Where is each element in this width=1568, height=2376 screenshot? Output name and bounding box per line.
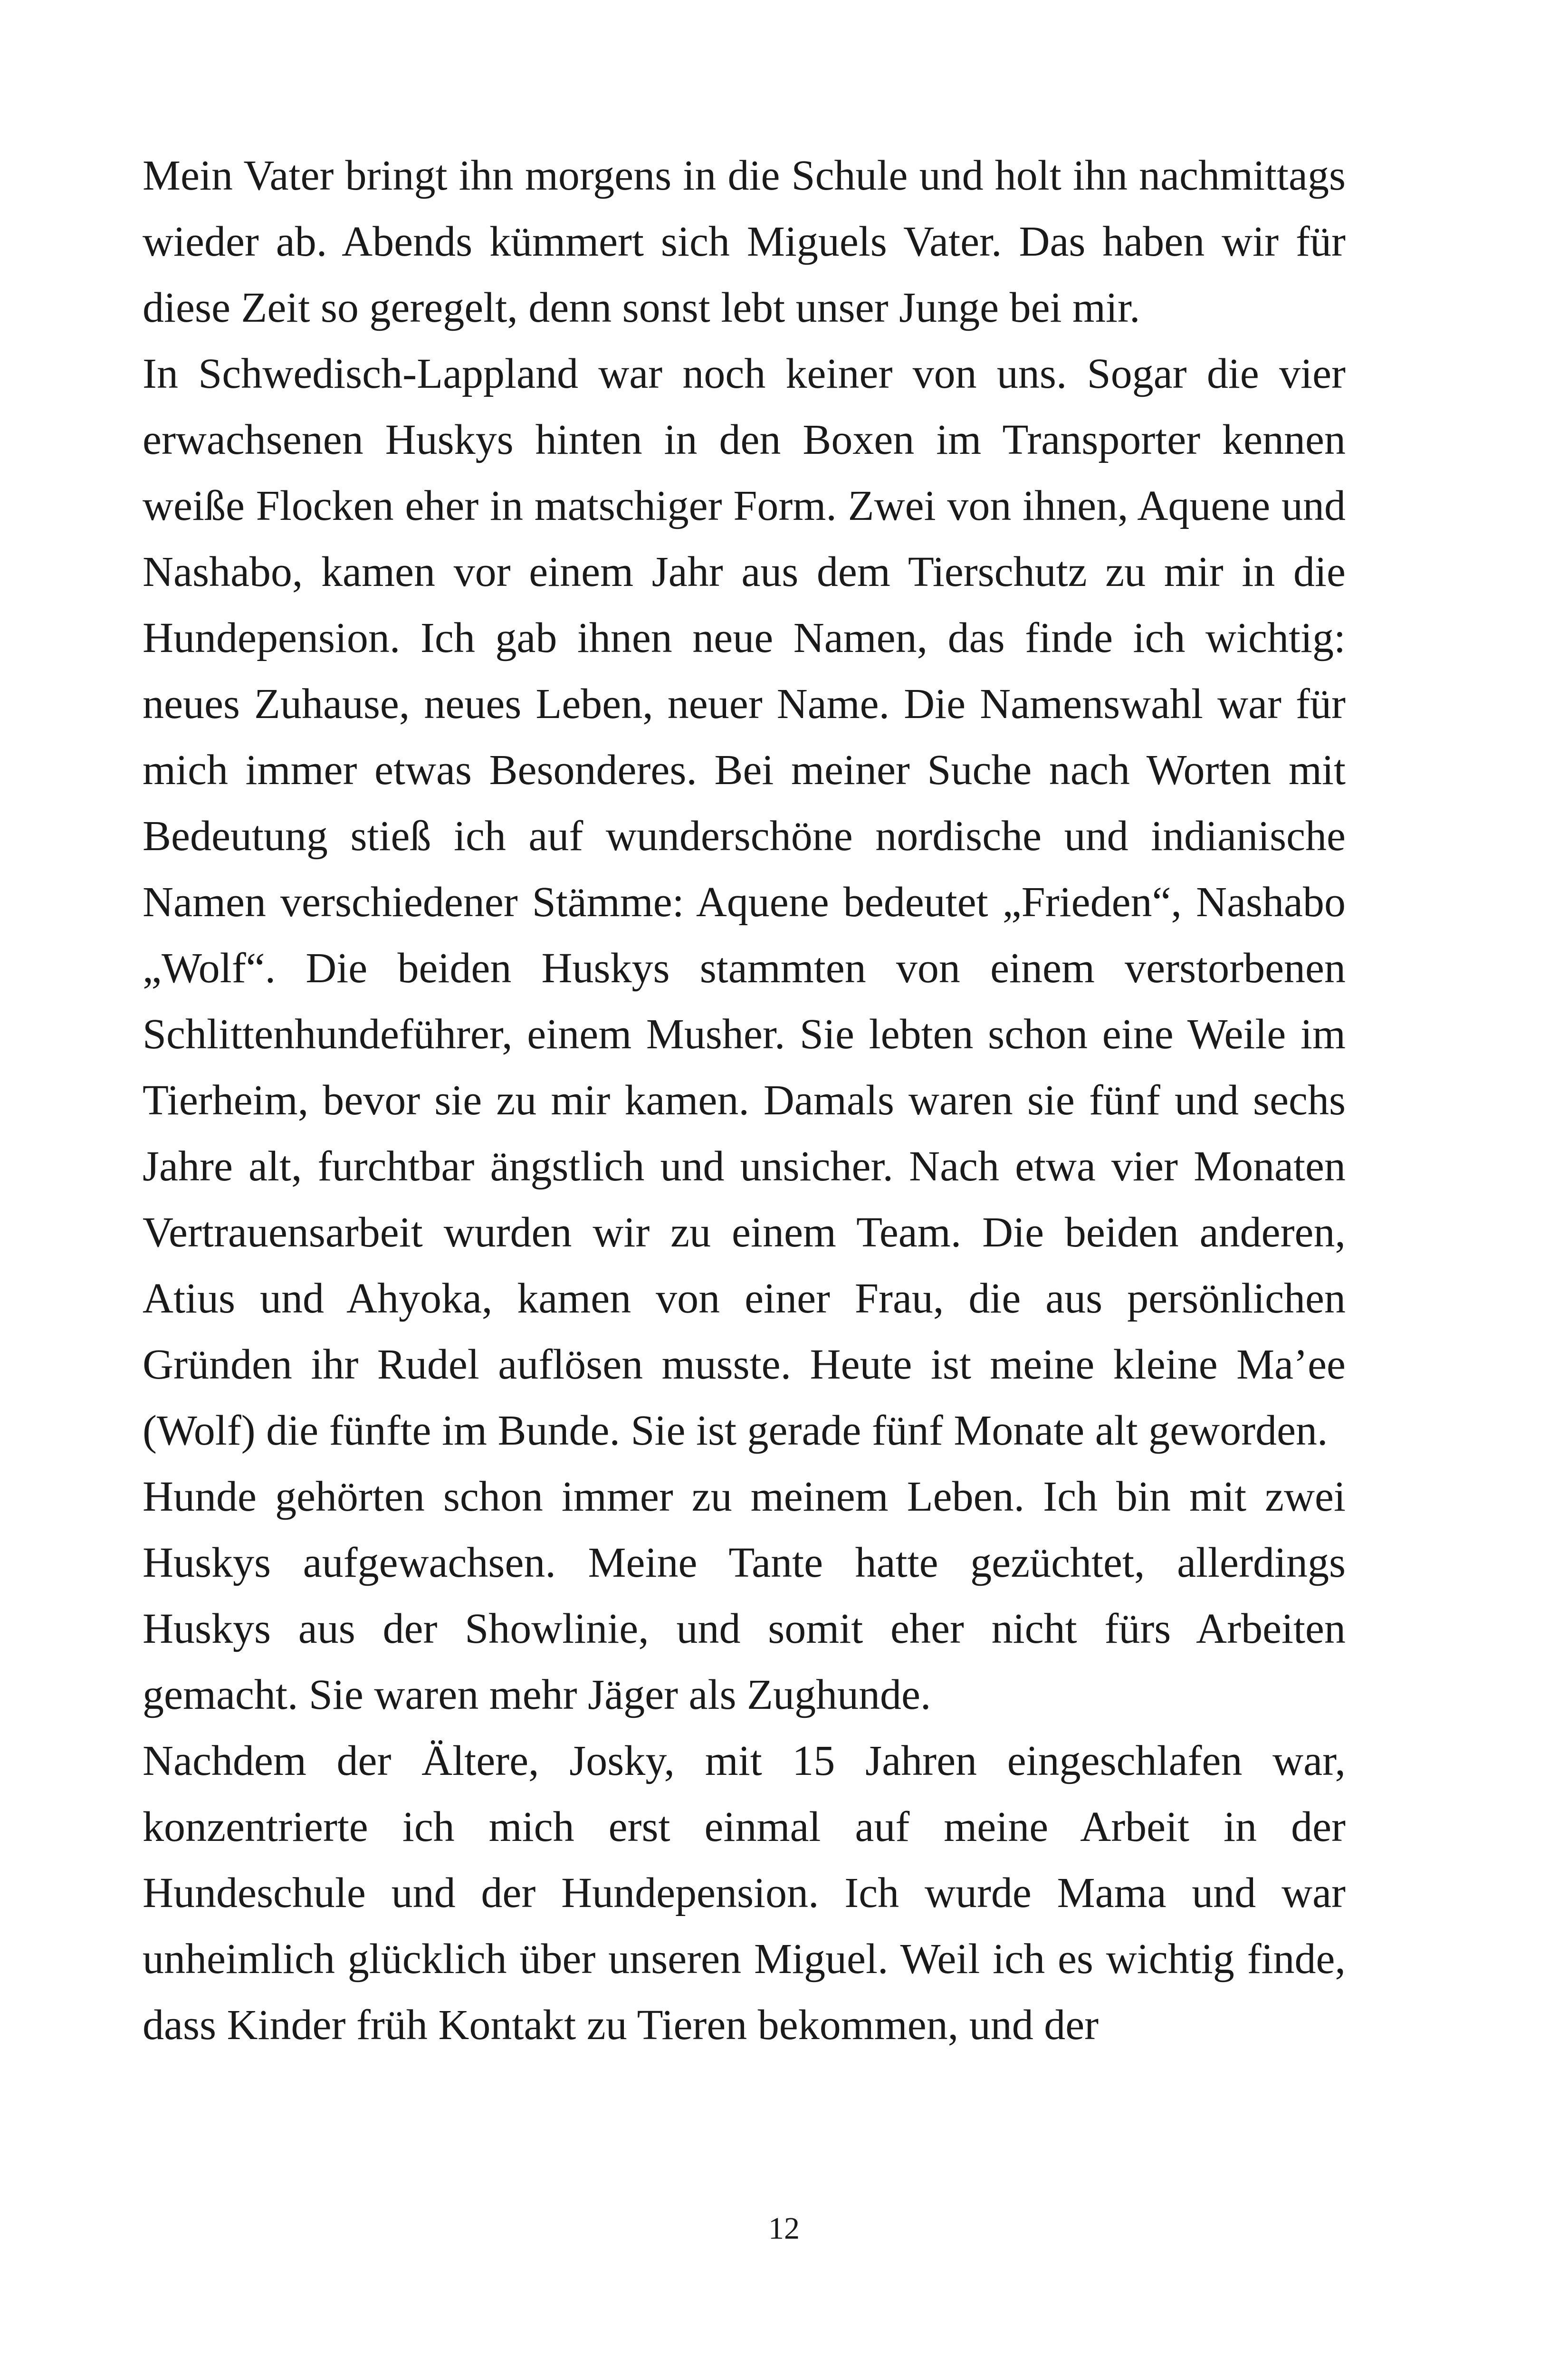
page-number: 12 [768,2211,800,2246]
paragraph-3: Hunde gehörten schon immer zu meinem Leben. Ich bin mit zwei Huskys aufgewachsen. Meine Tante hatte gezüchtet, allerdings Huskys aus der Showlinie, und somit eher nicht fürs Arbeiten gemacht. Sie waren mehr Jäger als Zughunde. [143,1473,1346,1718]
body-text [143,143,1346,2058]
paragraph-1: Mein Vater bringt ihn morgens in die Schule und holt ihn nachmittags wieder ab. Abends kümmert sich Miguels Vater. Das haben wir für diese Zeit so geregelt, denn sonst lebt unser Junge bei mir. [143,152,1346,331]
paragraph-2: In Schwedisch-Lappland war noch keiner von uns. Sogar die vier erwachsenen Huskys hinten in den Boxen im Transporter kennen weiße Flocken eher in matschiger Form. Zwei von ihnen, Aquene und Nashabo, kamen vor einem Jahr aus dem Tierschutz zu mir in die Hundepension. Ich gab ihnen neue Namen, das finde ich wichtig: neues Zuhause, neues Leben, neuer Name. Die Namenswahl war für mich immer etwas Besonderes. Bei meiner Suche nach Worten mit Bedeutung stieß ich auf wunderschöne nordische und indianische Namen verschiedener Stämme: Aquene bedeutet „Frieden“, Nashabo „Wolf“. Die beiden Huskys stammten von einem verstorbenen Schlittenhundeführer, einem Musher. Sie lebten schon eine Weile im Tierheim, bevor sie zu mir kamen. Damals waren sie fünf und sechs Jahre alt, furchtbar ängstlich und unsicher. Nach etwa vier Monaten Vertrauensarbeit wurden wir zu einem Team. Die beiden anderen, Atius und Ahyoka, kamen von einer Frau, die aus persönlichen Gründen ihr Rudel auflösen musste. Heute ist meine kleine Ma’ee (Wolf) die fünfte im Bunde. Sie ist gerade fünf Monate alt geworden. [143,350,1346,1454]
paragraph-4: Nachdem der Ältere, Josky, mit 15 Jahren eingeschlafen war, konzentrierte ich mich erst einmal auf meine Arbeit in der Hundeschule und der Hundepension. Ich wurde Mama und war unheimlich glücklich über unseren Miguel. Weil ich es wichtig finde, dass Kinder früh Kontakt zu Tieren bekommen, und der [143,1737,1346,2049]
